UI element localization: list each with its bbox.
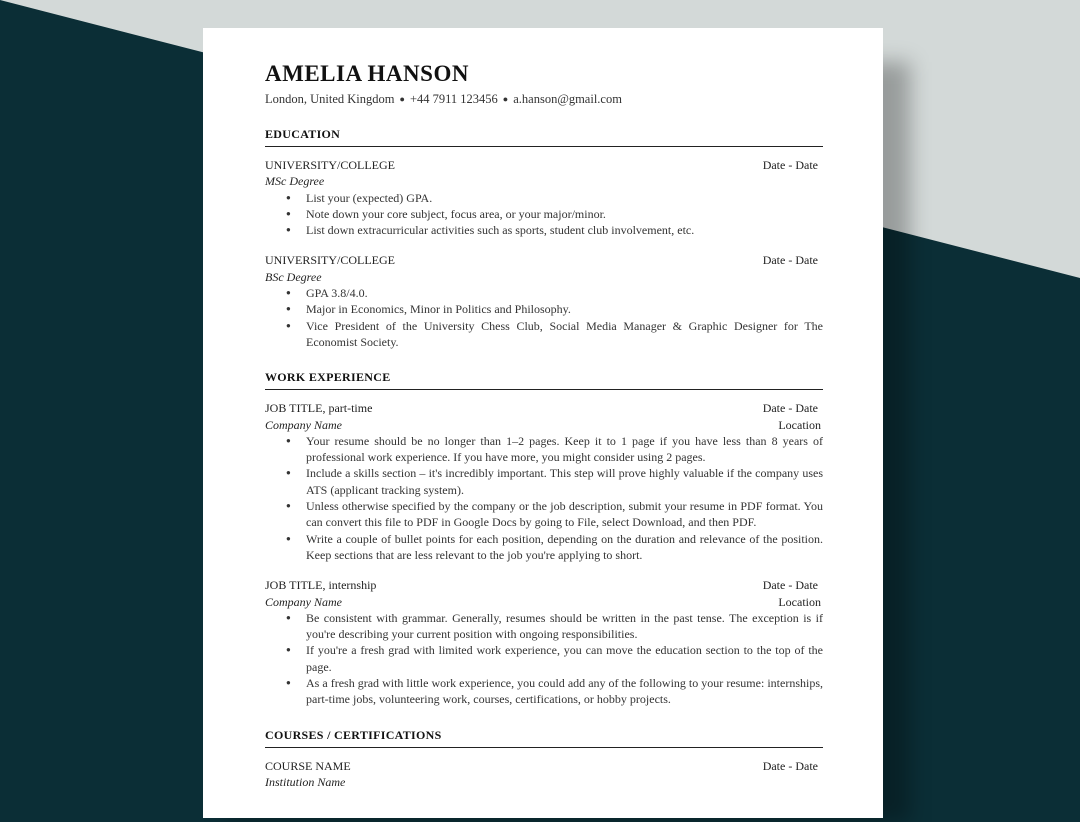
entry-header (265, 252, 823, 268)
list-item: ● Include a skills section – it's incredibly important. This step will prove highly valuable if the company uses ATS (applicant tracking system). (306, 465, 823, 498)
entry-location: Location (778, 594, 821, 609)
entry-subheader (265, 594, 823, 610)
entry-dates: Date - Date (762, 253, 818, 268)
list-item: ● Major in Economics, Minor in Politics and Philosophy. (306, 301, 823, 317)
bullet-separator: ● (502, 94, 509, 104)
entry-header (265, 157, 823, 173)
work-entry (265, 577, 823, 707)
institution-name: UNIVERSITY/COLLEGE (265, 253, 395, 268)
bullet-separator: ● (399, 94, 405, 104)
institution-name: Institution Name (265, 774, 346, 789)
job-title: JOB TITLE, part-time (265, 401, 373, 416)
company-name: Company Name (265, 417, 342, 432)
list-item: ● Your resume should be no longer than 1–2 pages. Keep it to 1 page if you have less than 8 years of professional work experience. If you have more, you might consider using 2 pages. (306, 433, 823, 466)
education-entry (265, 157, 823, 238)
list-item: ● Note down your core subject, focus area, or your major/minor. (306, 206, 823, 222)
bullet-list (265, 190, 823, 239)
list-item: ● As a fresh grad with little work experience, you could add any of the following to your resume: internships, part-time jobs, volunteering work, courses, certifications, or hobby projects. (306, 675, 823, 708)
institution-name: UNIVERSITY/COLLEGE (265, 158, 395, 172)
entry-header (265, 577, 823, 593)
list-item: ● If you're a fresh grad with limited work experience, you can move the education section to the top of the page. (306, 642, 823, 675)
entry-subheader (265, 269, 823, 285)
entry-dates: Date - Date (762, 158, 818, 172)
entry-subheader (265, 417, 823, 433)
section-title-education: EDUCATION (265, 127, 823, 147)
list-item: ● GPA 3.8/4.0. (306, 285, 823, 301)
bullet-list (265, 433, 823, 563)
list-item: ● Unless otherwise specified by the company or the job description, submit your resume in PDF format. You can convert this file to PDF in Google Docs by going to File, select Download, and then PDF. (306, 498, 823, 531)
course-entry (265, 758, 823, 791)
resume-name: AMELIA HANSON (265, 61, 469, 86)
list-item: ● Vice President of the University Chess Club, Social Media Manager & Graphic Designer for The Economist Society. (306, 318, 823, 351)
company-name: Company Name (265, 594, 342, 609)
section-title-courses: COURSES / CERTIFICATIONS (265, 728, 823, 748)
list-item: ● List down extracurricular activities such as sports, student club involvement, etc. (306, 222, 823, 238)
list-item: ● Be consistent with grammar. Generally, resumes should be written in the past tense. The exception is if you're describing your current position with ongoing responsibilities. (306, 610, 823, 643)
entry-header (265, 758, 823, 774)
entry-dates: Date - Date (762, 758, 818, 773)
section-title-work: WORK EXPERIENCE (265, 370, 823, 390)
degree-name: BSc Degree (265, 269, 322, 284)
resume-content (265, 60, 823, 790)
bullet-list (265, 285, 823, 350)
entry-location: Location (778, 417, 821, 432)
contact-line (265, 91, 823, 107)
course-name: COURSE NAME (265, 758, 351, 773)
list-item: ● List your (expected) GPA. (306, 190, 823, 206)
degree-name: MSc Degree (265, 174, 325, 189)
entry-dates: Date - Date (762, 401, 818, 416)
contact-location: London, United Kingdom (265, 92, 395, 106)
entry-subheader (265, 173, 823, 189)
entry-header (265, 400, 823, 416)
entry-subheader (265, 774, 823, 790)
work-entry (265, 400, 823, 563)
entry-dates: Date - Date (762, 578, 818, 593)
education-entry (265, 252, 823, 350)
job-title: JOB TITLE, internship (265, 578, 377, 593)
resume-page (203, 28, 883, 818)
contact-phone: +44 7911 123456 (409, 92, 498, 106)
bullet-list (265, 610, 823, 708)
contact-email: a.hanson@gmail.com (513, 92, 622, 106)
list-item: ● Write a couple of bullet points for each position, depending on the duration and relevance of the position. Keep sections that are less relevant to the job you're applying to short. (306, 531, 823, 564)
